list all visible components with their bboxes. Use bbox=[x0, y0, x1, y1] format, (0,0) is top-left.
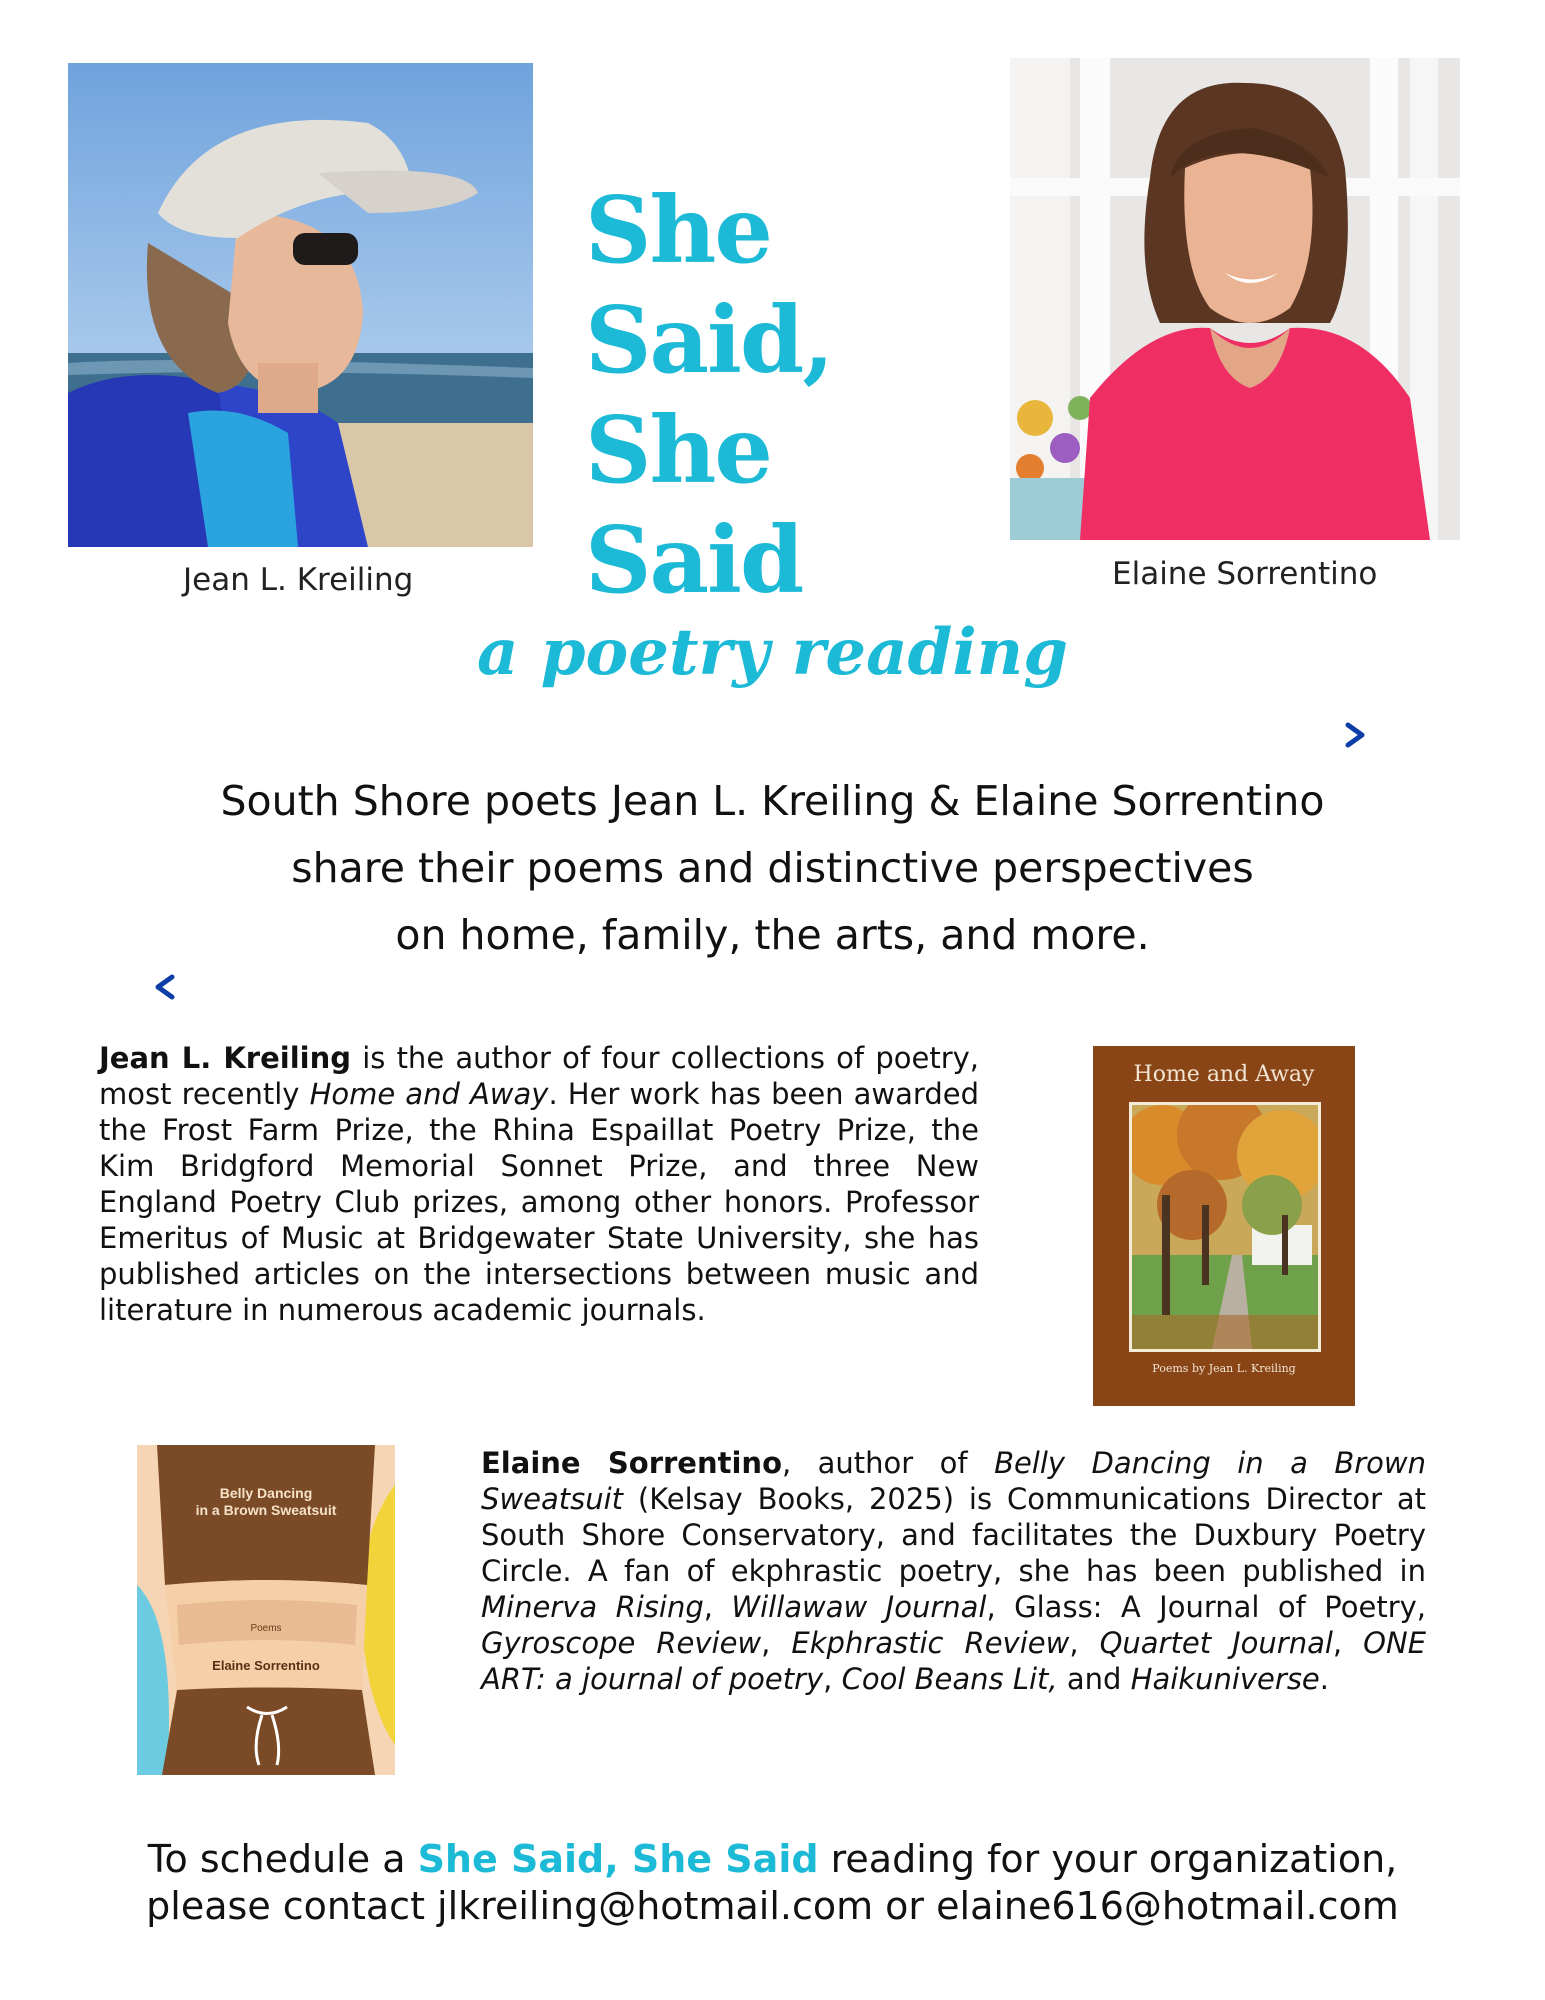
page-title bbox=[585, 175, 1005, 615]
bio-elaine-sep-7: and bbox=[1057, 1662, 1131, 1696]
contact-post: reading for your organization, bbox=[818, 1837, 1398, 1881]
journal-gyroscope-review: Gyroscope Review bbox=[481, 1626, 762, 1660]
subtitle: a poetry reading bbox=[477, 615, 1068, 690]
journal-haikuniverse: Haikuniverse bbox=[1130, 1662, 1320, 1696]
bio-elaine-sorrentino bbox=[481, 1445, 1426, 1697]
journal-minerva-rising: Minerva Rising bbox=[481, 1590, 704, 1624]
bio-elaine-sep-6: , bbox=[823, 1662, 842, 1696]
book-cover-belly-dancing bbox=[137, 1445, 395, 1775]
book-home-title: Home and Away bbox=[1133, 1062, 1315, 1087]
book-belly-title bbox=[137, 1485, 395, 1519]
divider-arrow-left bbox=[150, 972, 1350, 1002]
book-cover-home-and-away bbox=[1093, 1046, 1355, 1406]
photo-elaine-sorrentino bbox=[1010, 58, 1460, 540]
journal-cool-beans-lit: Cool Beans Lit, bbox=[841, 1662, 1058, 1696]
intro-line-3: on home, family, the arts, and more. bbox=[395, 911, 1150, 959]
contact-highlight: She Said, She Said bbox=[417, 1837, 819, 1881]
bio-elaine-name: Elaine Sorrentino bbox=[481, 1446, 782, 1480]
bio-elaine-sep-8: . bbox=[1319, 1662, 1329, 1696]
bio-jean-kreiling bbox=[99, 1040, 979, 1328]
title-line-1: She Said, bbox=[585, 176, 833, 394]
bio-elaine-sep-2: , Glass: A Journal of Poetry, bbox=[986, 1590, 1426, 1624]
divider-arrow-right bbox=[150, 720, 1375, 750]
bio-jean-text-1: is the author of four collections of poetry, most recently bbox=[99, 1041, 979, 1111]
journal-ekphrastic-review: Ekphrastic Review bbox=[791, 1626, 1070, 1660]
bio-jean-text-2: . Her work has been awarded the Frost Farm Prize, the Rhina Espaillat Poetry Prize, the Kim Bridgford Memorial Sonnet Prize, and three New England Poetry Club prizes, among other honors. Professor Emeritus of Music at Bridgewater State University, she has published articles on the intersections between music and literature in numerous academic journals. bbox=[99, 1077, 979, 1327]
book-home-author: Poems by Jean L. Kreiling bbox=[1152, 1362, 1296, 1375]
book-belly-label: Poems bbox=[250, 1623, 282, 1634]
book-home-cover-image bbox=[1129, 1102, 1321, 1352]
bio-elaine-sep-4: , bbox=[1069, 1626, 1100, 1660]
bio-jean-name: Jean L. Kreiling bbox=[99, 1041, 351, 1075]
intro-line-2: share their poems and distinctive perspectives bbox=[291, 844, 1254, 892]
journal-one-art: ONE ART: a journal of poetry bbox=[481, 1626, 1427, 1696]
contact-info bbox=[0, 1836, 1545, 1930]
bio-elaine-text-1: , author of bbox=[782, 1446, 995, 1480]
bio-jean-book: Home and Away bbox=[309, 1077, 549, 1111]
journal-quartet: Quartet Journal bbox=[1099, 1626, 1333, 1660]
book-belly-title-line-2: in a Brown Sweatsuit bbox=[195, 1502, 337, 1518]
title-line-2: She Said bbox=[585, 396, 803, 614]
bio-elaine-sep-3: , bbox=[761, 1626, 792, 1660]
intro-line-1: South Shore poets Jean L. Kreiling & Elaine Sorrentino bbox=[220, 777, 1325, 825]
contact-pre: To schedule a bbox=[147, 1837, 418, 1881]
contact-line-1 bbox=[0, 1836, 1545, 1883]
book-belly-title-line-1: Belly Dancing bbox=[219, 1485, 313, 1501]
journal-willawaw: Willawaw Journal bbox=[731, 1590, 987, 1624]
bio-elaine-sep-1: , bbox=[703, 1590, 732, 1624]
book-belly-author: Elaine Sorrentino bbox=[212, 1658, 320, 1673]
bio-elaine-book: Belly Dancing in a Brown Sweatsuit bbox=[481, 1446, 1426, 1516]
intro-text bbox=[100, 768, 1445, 969]
photo-jean-kreiling bbox=[68, 63, 533, 547]
bio-elaine-sep-5: , bbox=[1332, 1626, 1364, 1660]
caption-jean: Jean L. Kreiling bbox=[183, 562, 414, 598]
contact-line-2: please contact jlkreiling@hotmail.com or elaine616@hotmail.com bbox=[146, 1884, 1399, 1928]
caption-elaine: Elaine Sorrentino bbox=[1112, 556, 1378, 592]
bio-elaine-text-2: (Kelsay Books, 2025) is Communications Director at South Shore Conservatory, and facilitates the Duxbury Poetry Circle. A fan of ekphrastic poetry, she has been published in bbox=[481, 1482, 1426, 1588]
